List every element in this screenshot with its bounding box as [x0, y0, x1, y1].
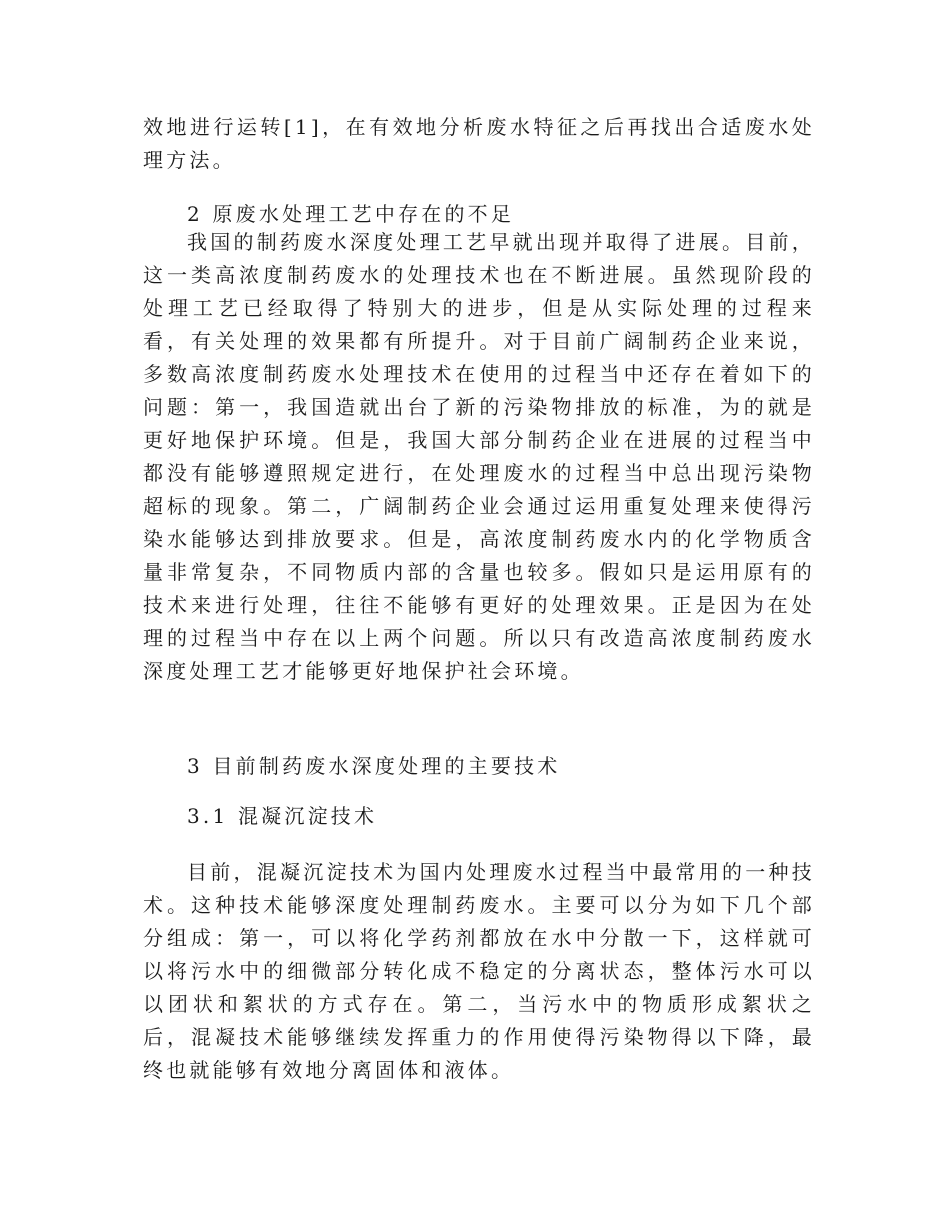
section-3-1-heading: 3.1 混凝沉淀技术: [187, 804, 378, 828]
section-3-1-paragraph: 目前，混凝沉淀技术为国内处理废水过程当中最常用的一种技术。这种技术能够深度处理制药废水。主要可以分为如下几个部分组成：第一，可以将化学药剂都放在水中分散一下，这样就可以将污水中的细微部分转化成不稳定的分离状态，整体污水可以以团状和絮状的方式存在。第二，当污水中的物质形成絮状之后，混凝技术能够继续发挥重力的作用使得污染物得以下降，最终也就能够有效地分离固体和液体。: [143, 860, 815, 1082]
continuation-paragraph: 效地进行运转[1]，在有效地分析废水特征之后再找出合适废水处理方法。: [143, 115, 815, 172]
section-2-heading: 2 原废水处理工艺中存在的不足: [187, 202, 515, 226]
section-2-paragraph: 我国的制药废水深度处理工艺早就出现并取得了进展。目前，这一类高浓度制药废水的处理技术也在不断进展。虽然现阶段的处理工艺已经取得了特别大的进步，但是从实际处理的过程来看，有关处理的效果都有所提升。对于目前广阔制药企业来说，多数高浓度制药废水处理技术在使用的过程当中还存在着如下的问题：第一，我国造就出台了新的污染物排放的标准，为的就是更好地保护环境。但是，我国大部分制药企业在进展的过程当中都没有能够遵照规定进行，在处理废水的过程当中总出现污染物超标的现象。第二，广阔制药企业会通过运用重复处理来使得污染水能够达到排放要求。但是，高浓度制药废水内的化学物质含量非常复杂，不同物质内部的含量也较多。假如只是运用原有的技术来进行处理，往往不能够有更好的处理效果。正是因为在处理的过程当中存在以上两个问题。所以只有改造高浓度制药废水深度处理工艺才能够更好地保护社会环境。: [143, 230, 815, 683]
section-3-heading: 3 目前制药废水深度处理的主要技术: [187, 754, 561, 778]
